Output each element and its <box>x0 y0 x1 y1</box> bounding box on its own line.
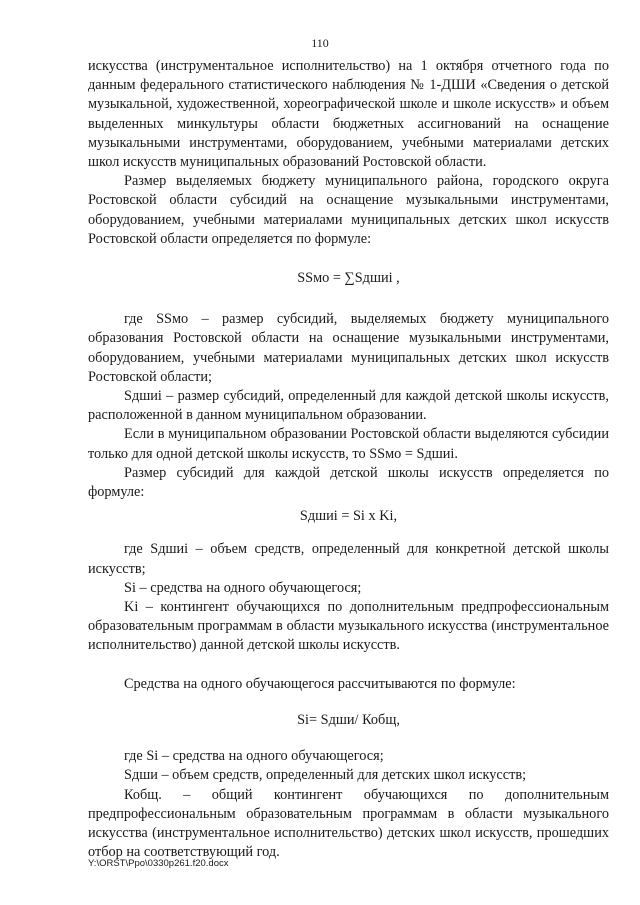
paragraph: Средства на одного обучающегося рассчитываются по формуле: <box>124 675 516 692</box>
paragraph: Размер субсидий для каждой детской школы искусств определяется по формуле: <box>88 464 609 501</box>
paragraph: Размер выделяемых бюджету муниципального района, городского округа Ростовской области субсидий на оснащение музыкальными инструментами, оборудованием, учебными материалами муниципальных детских школ искусств Ростовской области определяется по формуле: <box>88 173 609 247</box>
footer-file-path: Y:\ORST\Ppo\0330p261.f20.docx <box>88 858 229 869</box>
paragraph: Если в муниципальном образовании Ростовской области выделяются субсидии только для одной детской школы искусств, то SSмо = Sдшиi. <box>88 426 609 462</box>
paragraph: Sдшиi – размер субсидий, определенный для каждой детской школы искусств, расположенной в данном муниципальном образовании. <box>88 388 609 424</box>
paragraph: Sдши – объем средств, определенный для детских школ искусств; <box>124 767 527 784</box>
formula: Sдшиi = Si x Ki, <box>299 508 398 525</box>
paragraph: где Si – средства на одного обучающегося; <box>124 748 384 765</box>
paragraph: искусства (инструментальное исполнительство) на 1 октября отчетного года по данным федерального статистического наблюдения № 1-ДШИ «Сведения о детской музыкальной, художественной, хореографической школе и школе искусств» и объем выделенных минкультуры области бюджетных ассигнований на оснащение музыкальными инструментами, оборудованием, учебными материалами детских школ искусств муниципальных образований Ростовской области. <box>88 58 609 171</box>
formula: SSмо = ∑Sдшиi , <box>297 270 400 287</box>
document-body <box>88 57 609 862</box>
paragraph: где SSмо – размер субсидий, выделяемых бюджету муниципального образования Ростовской области на оснащение музыкальными инструментами, оборудованием, учебными материалами муниципальных детских школ искусств Ростовской области; <box>88 311 609 385</box>
paragraph: Ki – контингент обучающихся по дополнительным предпрофессиональным образовательным программам в области музыкального искусства (инструментальное исполнительство) данной детской школы искусств. <box>88 599 609 654</box>
page-number: 110 <box>311 36 329 50</box>
paragraph: Si – средства на одного обучающегося; <box>124 579 362 596</box>
paragraph: Кобщ. – общий контингент обучающихся по дополнительным предпрофессиональным образовательным программам в области музыкального искусства (инструментальное исполнительство) детских школ искусств, прошедших отбор на соответствующий год. <box>88 786 609 861</box>
formula: Si= Sдши/ Кобщ, <box>297 711 400 728</box>
paragraph: где Sдшиi – объем средств, определенный для конкретной детской школы искусств; <box>88 541 609 577</box>
